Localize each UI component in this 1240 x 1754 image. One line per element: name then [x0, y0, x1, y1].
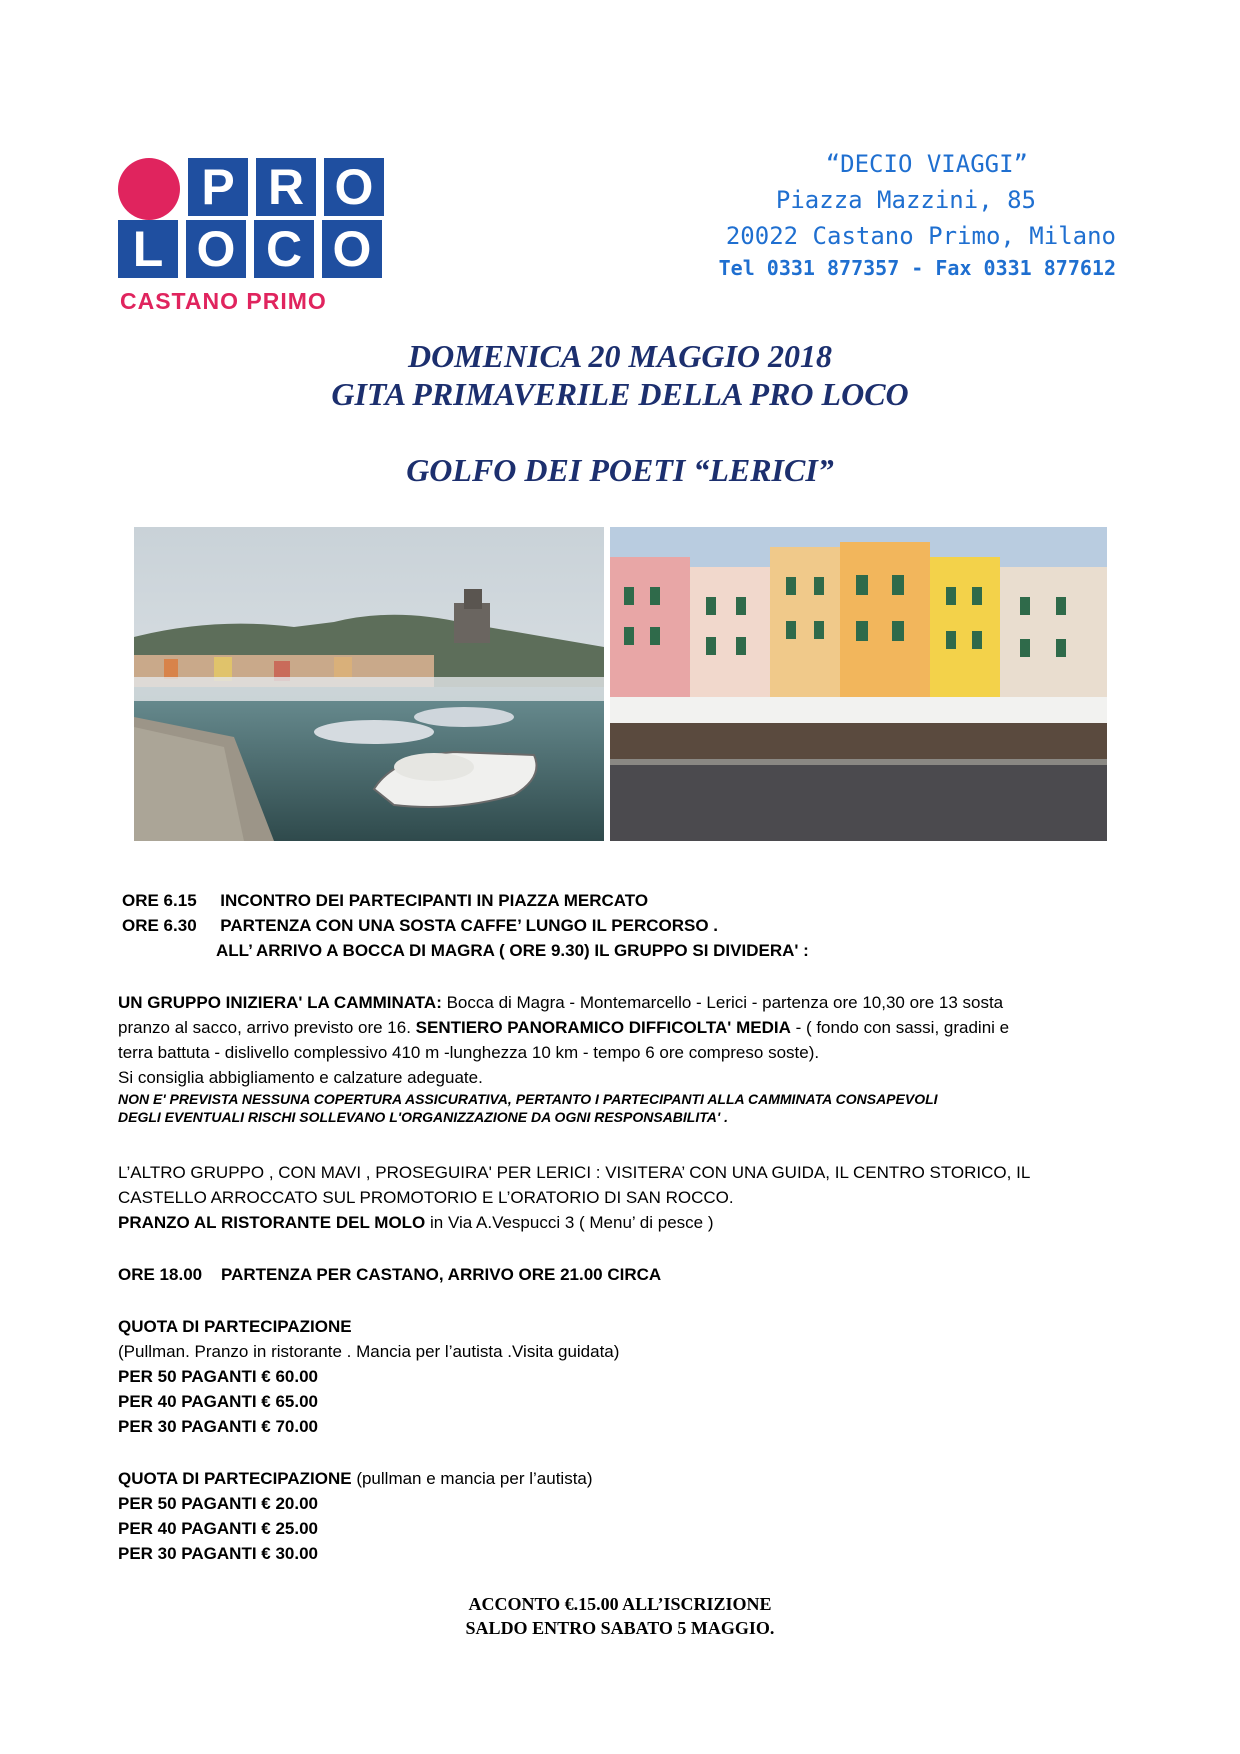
schedule-time: ORE 6.15: [122, 891, 197, 910]
restaurant-address: in Via A.Vespucci 3 ( Menu’ di pesce ): [425, 1213, 714, 1232]
walk-lead: UN GRUPPO INIZIERA' LA CAMMINATA:: [118, 993, 442, 1012]
price-line: PER 30 PAGANTI € 70.00: [118, 1417, 318, 1436]
quota-title: QUOTA DI PARTECIPAZIONE: [118, 1469, 352, 1488]
logo-letter: L: [118, 220, 178, 278]
lerici-waterfront-photo: [610, 527, 1107, 841]
walk-disclaimer: NON E' PREVISTA NESSUNA COPERTURA ASSICURATIVA, PERTANTO I PARTECIPANTI ALLA CAMMINATA CONSAPEVOLI: [118, 1091, 938, 1107]
price-line: PER 40 PAGANTI € 65.00: [118, 1392, 318, 1411]
harbor-photo: [134, 527, 604, 841]
logo-letter: C: [254, 220, 314, 278]
quota-full-block: [118, 1314, 1138, 1439]
schedule-time: ORE 6.30: [122, 916, 197, 935]
price-line: PER 50 PAGANTI € 20.00: [118, 1494, 318, 1513]
logo-letter: O: [186, 220, 246, 278]
price-line: PER 30 PAGANTI € 30.00: [118, 1544, 318, 1563]
return-text: PARTENZA PER CASTANO, ARRIVO ORE 21.00 CIRCA: [221, 1265, 662, 1284]
schedule-text: ALL’ ARRIVO A BOCCA DI MAGRA ( ORE 9.30) IL GRUPPO SI DIVIDERA' :: [216, 941, 809, 960]
logo-letter: R: [256, 158, 316, 216]
event-title: GITA PRIMAVERILE DELLA PRO LOCO: [331, 376, 909, 412]
return-time: ORE 18.00: [118, 1265, 203, 1284]
walk-text: pranzo al sacco, arrivo previsto ore 16.: [118, 1018, 411, 1037]
event-date: DOMENICA 20 MAGGIO 2018: [407, 338, 833, 374]
agency-name: “DECIO VIAGGI”: [825, 150, 1028, 178]
walk-trail-difficulty: SENTIERO PANORAMICO DIFFICOLTA' MEDIA: [410, 1018, 791, 1037]
other-group-block: [118, 1160, 1138, 1235]
quota-note: (pullman e mancia per l’autista): [351, 1469, 593, 1488]
agency-address: [719, 150, 1116, 280]
logo-subtitle: CASTANO PRIMO: [120, 288, 327, 314]
walk-group-block: [118, 990, 1138, 1126]
return-block: [118, 1262, 1138, 1287]
walk-text: terra battuta - dislivello complessivo 410 m -lunghezza 10 km - tempo 6 ore compreso soste).: [118, 1043, 820, 1062]
price-line: PER 50 PAGANTI € 60.00: [118, 1367, 318, 1386]
schedule-text: PARTENZA CON UNA SOSTA CAFFE’ LUNGO IL PERCORSO .: [220, 916, 719, 935]
logo-letter: P: [188, 158, 248, 216]
balance-line: SALDO ENTRO SABATO 5 MAGGIO.: [465, 1618, 775, 1638]
payment-terms: [0, 1592, 1240, 1640]
walk-disclaimer: DEGLI EVENTUALI RISCHI SOLLEVANO L'ORGANIZZAZIONE DA OGNI RESPONSABILITA' .: [118, 1109, 728, 1125]
quota-bus-block: [118, 1466, 1138, 1566]
walk-text: - ( fondo con sassi, gradini e: [790, 1018, 1010, 1037]
other-group-text: CASTELLO ARROCCATO SUL PROMOTORIO E L’ORATORIO DI SAN ROCCO.: [118, 1188, 734, 1207]
restaurant-name: PRANZO AL RISTORANTE DEL MOLO: [118, 1213, 426, 1232]
walk-text: Bocca di Magra - Montemarcello - Lerici - partenza ore 10,30 ore 13 sosta: [441, 993, 1004, 1012]
logo-dot: [118, 158, 180, 220]
other-group-text: L’ALTRO GRUPPO , CON MAVI , PROSEGUIRA' PER LERICI : VISITERA’ CON UNA GUIDA, IL CENTRO STORICO, IL: [118, 1163, 1031, 1182]
pro-loco-logo: [118, 158, 384, 312]
schedule-block: [118, 888, 1138, 963]
event-destination: GOLFO DEI POETI “LERICI”: [406, 452, 834, 488]
quota-title: QUOTA DI PARTECIPAZIONE: [118, 1317, 352, 1336]
agency-city: 20022 Castano Primo, Milano: [725, 222, 1116, 250]
deposit-line: ACCONTO €.15.00 ALL’ISCRIZIONE: [468, 1594, 772, 1614]
logo-letter: O: [322, 220, 382, 278]
agency-street: Piazza Mazzini, 85: [775, 186, 1036, 214]
logo-letter: O: [324, 158, 384, 216]
agency-phone: Tel 0331 877357 - Fax 0331 877612: [718, 256, 1116, 280]
walk-text: Si consiglia abbigliamento e calzature adeguate.: [118, 1068, 483, 1087]
quota-note: (Pullman. Pranzo in ristorante . Mancia per l’autista .Visita guidata): [118, 1342, 620, 1361]
schedule-text: INCONTRO DEI PARTECIPANTI IN PIAZZA MERCATO: [220, 891, 649, 910]
price-line: PER 40 PAGANTI € 25.00: [118, 1519, 318, 1538]
